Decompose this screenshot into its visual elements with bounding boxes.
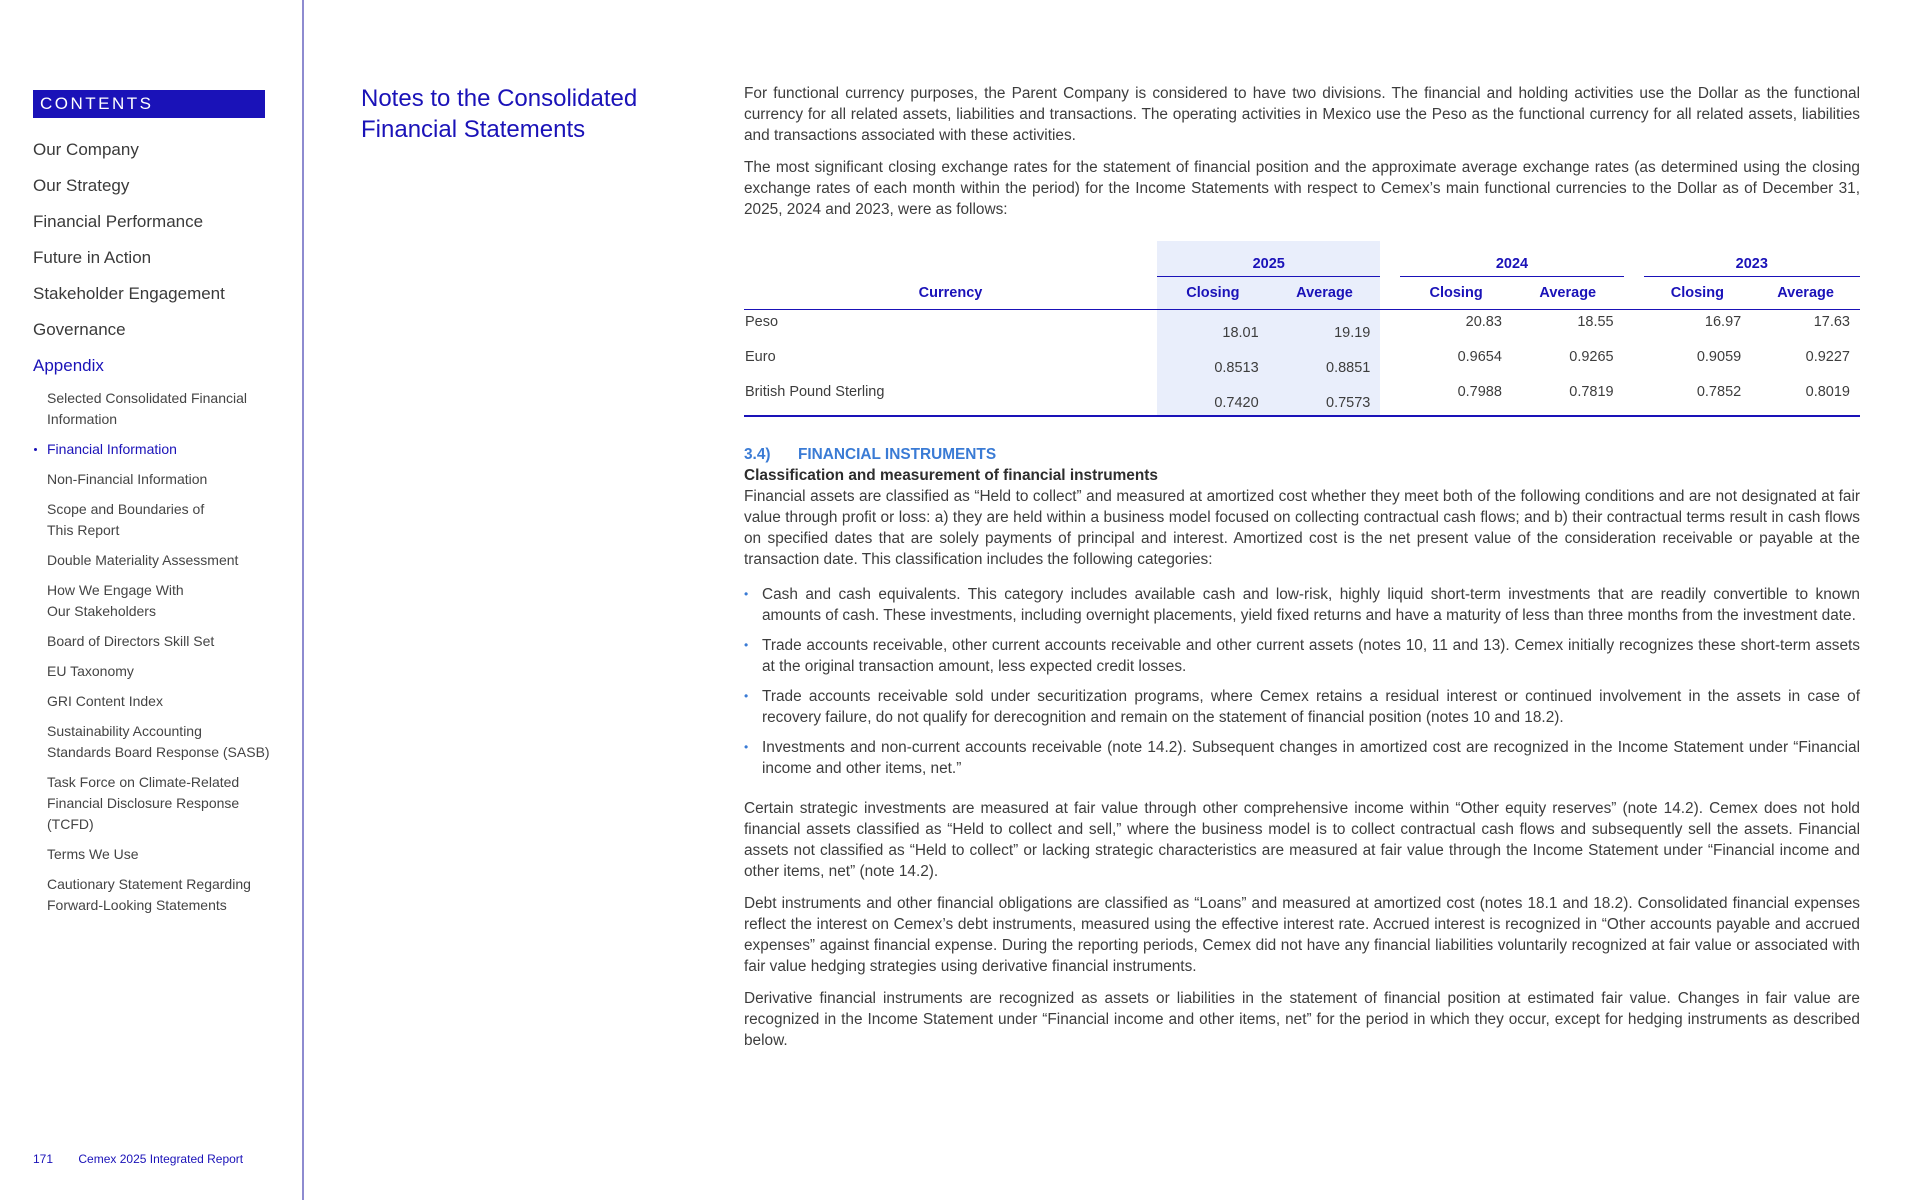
nav-item-appendix[interactable]: Appendix: [33, 356, 104, 375]
subnav-financial-information[interactable]: Financial Information: [47, 439, 287, 460]
body-paragraph: Financial assets are classified as “Held to collect” and measured at amortized cost whether they meet both of the following conditions and are not designated at fair value through profit or loss: a) they are held within a business model focused on collecting contractual cash flows; and b) their contractual terms result in cash flows on specified dates that are solely payments of principal and interest. Amortized cost is the net present value of the consideration receivable or payable at the transaction date. This classification includes the following categories:: [744, 488, 1860, 568]
year-header-2023: 2023: [1644, 241, 1860, 277]
subnav-board-skill-set[interactable]: Board of Directors Skill Set: [47, 633, 215, 649]
nav-item-future-in-action[interactable]: Future in Action: [33, 248, 152, 267]
main-nav: [33, 136, 225, 388]
section-title: FINANCIAL INSTRUMENTS: [798, 446, 997, 463]
nav-item-our-strategy[interactable]: Our Strategy: [33, 176, 130, 195]
rate-cell: 0.8851: [1269, 345, 1381, 380]
table-row: [744, 380, 1860, 416]
subnav-gri-content-index[interactable]: GRI Content Index: [47, 693, 163, 709]
currency-header: Currency: [744, 277, 1157, 310]
table-row: [744, 310, 1860, 346]
rate-cell: 0.9227: [1805, 349, 1850, 365]
average-header: Average: [1512, 277, 1624, 310]
nav-item-governance[interactable]: Governance: [33, 320, 126, 339]
exchange-rates-table: [744, 241, 1860, 417]
rate-cell: 18.01: [1157, 310, 1269, 346]
subnav-tcfd[interactable]: Task Force on Climate-Related Financial Disclosure Response (TCFD): [47, 774, 240, 832]
nav-item-stakeholder-engagement[interactable]: Stakeholder Engagement: [33, 284, 225, 303]
year-header-2024: 2024: [1400, 241, 1623, 277]
currency-cell: British Pound Sterling: [744, 380, 1157, 416]
sub-heading: Classification and measurement of financial instruments: [744, 467, 1158, 484]
rate-cell: 0.7988: [1400, 380, 1512, 416]
currency-cell: Peso: [745, 314, 779, 330]
rate-cell: 0.7852: [1644, 380, 1752, 416]
list-item: • Investments and non-current accounts receivable (note 14.2). Subsequent changes in amortized cost are recognized in the Income Statement under “Financial income and other items, net.”: [744, 737, 1860, 779]
rate-cell: 17.63: [1813, 314, 1850, 330]
report-name: Cemex 2025 Integrated Report: [78, 1152, 244, 1166]
intro-paragraph-2: The most significant closing exchange rates for the statement of financial position and the approximate average exchange rates (as determined using the closing exchange rates of each month within the period) for the Income Statements with respect to Cemex’s main functional currencies to the Dollar as of December 31, 2025, 2024 and 2023, were as follows:: [744, 159, 1860, 218]
body-paragraph: Certain strategic investments are measured at fair value through other comprehensive income within “Other equity reserves” (note 14.2). Cemex does not hold financial assets classified as “Held to collect and sell,” where the business model is to collect contractual cash flows and subsequently sell the assets. Financial assets not classified as “Held to collect” or lacking strategic characteristics are measured at fair value through the Income Statement under “Financial income and other items, net” (note 14.2).: [744, 800, 1860, 880]
category-list: [744, 584, 1860, 779]
subnav-non-financial-information[interactable]: Non-Financial Information: [47, 471, 208, 487]
body-paragraph: Debt instruments and other financial obligations are classified as “Loans” and measured at amortized cost (notes 18.1 and 18.2). Consolidated financial expenses reflect the interest on Cemex’s debt instruments, measured using the effective interest rate. Accrued interest is recognized in “Other accounts payable and accrued expenses” against financial expense. During the reporting periods, Cemex did not have any financial liabilities voluntarily recognized at fair value or associated with fair value hedging strategies using derivative financial instruments.: [744, 895, 1860, 975]
list-item: • Cash and cash equivalents. This category includes available cash and low-risk, highly liquid short-term investments that are readily convertible to known amounts of cash. These investments, including overnight placements, yield fixed returns and have a maturity of less than three months from the investment date.: [744, 584, 1860, 626]
list-item: • Trade accounts receivable, other current accounts receivable and other current assets (notes 10, 11 and 13). Cemex initially recognizes these short-term assets at the original transaction amount, less expected credit losses.: [744, 635, 1860, 677]
rate-cell: 0.7819: [1512, 380, 1624, 416]
sidebar: [0, 0, 303, 1200]
section-number: 3.4): [744, 446, 771, 463]
rate-cell: 16.97: [1704, 314, 1742, 330]
page-footer: [33, 1152, 243, 1166]
section-heading: [744, 444, 1860, 465]
average-header: Average: [1269, 277, 1381, 310]
nav-item-our-company[interactable]: Our Company: [33, 140, 139, 159]
rate-cell: 19.19: [1269, 310, 1381, 346]
rate-cell: 0.9059: [1696, 349, 1742, 365]
closing-header: Closing: [1644, 277, 1752, 310]
sidebar-divider: [302, 0, 304, 1200]
contents-label: CONTENTS: [33, 90, 265, 118]
nav-item-financial-performance[interactable]: Financial Performance: [33, 212, 204, 231]
rate-cell: 0.8513: [1157, 345, 1269, 380]
intro-paragraph-1: For functional currency purposes, the Parent Company is considered to have two divisions. The financial and holding activities use the Dollar as the functional currency for all related assets, liabilities and transactions. The operating activities in Mexico use the Peso as the functional currency for all related assets, liabilities and transactions associated with these activities.: [744, 85, 1860, 144]
rate-cell: 0.7573: [1269, 380, 1381, 416]
page-title: Notes to the Consolidated Financial Statements: [361, 85, 638, 143]
list-item: • Trade accounts receivable sold under securitization programs, where Cemex retains a residual interest or continued involvement in the assets in case of recovery failure, do not qualify for derecognition and remain on the statement of financial position (notes 10 and 18.2).: [744, 686, 1860, 728]
rate-cell: 0.9654: [1457, 349, 1502, 365]
closing-header: Closing: [1400, 277, 1512, 310]
subnav-sasb[interactable]: Sustainability Accounting Standards Board Response (SASB): [47, 723, 270, 760]
rate-cell: 0.8019: [1751, 380, 1860, 416]
table-row: [744, 345, 1860, 380]
body-paragraph: Derivative financial instruments are recognized as assets or liabilities in the statement of financial position at estimated fair value. Changes in fair value are recognized in the Income Statement under “Financial income and other items, net” for the period in which they occur, except for hedging instruments as described below.: [744, 990, 1860, 1049]
subnav-double-materiality[interactable]: Double Materiality Assessment: [47, 552, 239, 568]
appendix-subnav: [47, 388, 287, 925]
main-content: [744, 83, 1860, 1062]
subnav-cautionary-statement[interactable]: Cautionary Statement Regarding Forward-Looking Statements: [47, 876, 251, 913]
average-header: Average: [1751, 277, 1860, 310]
subnav-terms-we-use[interactable]: Terms We Use: [47, 846, 139, 862]
closing-header: Closing: [1157, 277, 1269, 310]
page-number: 171: [33, 1152, 54, 1166]
rate-cell: 20.83: [1465, 314, 1502, 330]
currency-cell: Euro: [745, 349, 776, 365]
rate-cell: 0.9265: [1569, 349, 1614, 365]
subnav-selected-consolidated-financial-information[interactable]: Selected Consolidated Financial Information: [47, 390, 248, 427]
subnav-eu-taxonomy[interactable]: EU Taxonomy: [47, 663, 134, 679]
year-header-2025: 2025: [1157, 241, 1380, 277]
rate-cell: 18.55: [1577, 314, 1614, 330]
subnav-scope-and-boundaries[interactable]: Scope and Boundaries of This Report: [47, 501, 205, 538]
rate-cell: 0.7420: [1157, 380, 1269, 416]
subnav-how-we-engage[interactable]: How We Engage With Our Stakeholders: [47, 582, 184, 619]
